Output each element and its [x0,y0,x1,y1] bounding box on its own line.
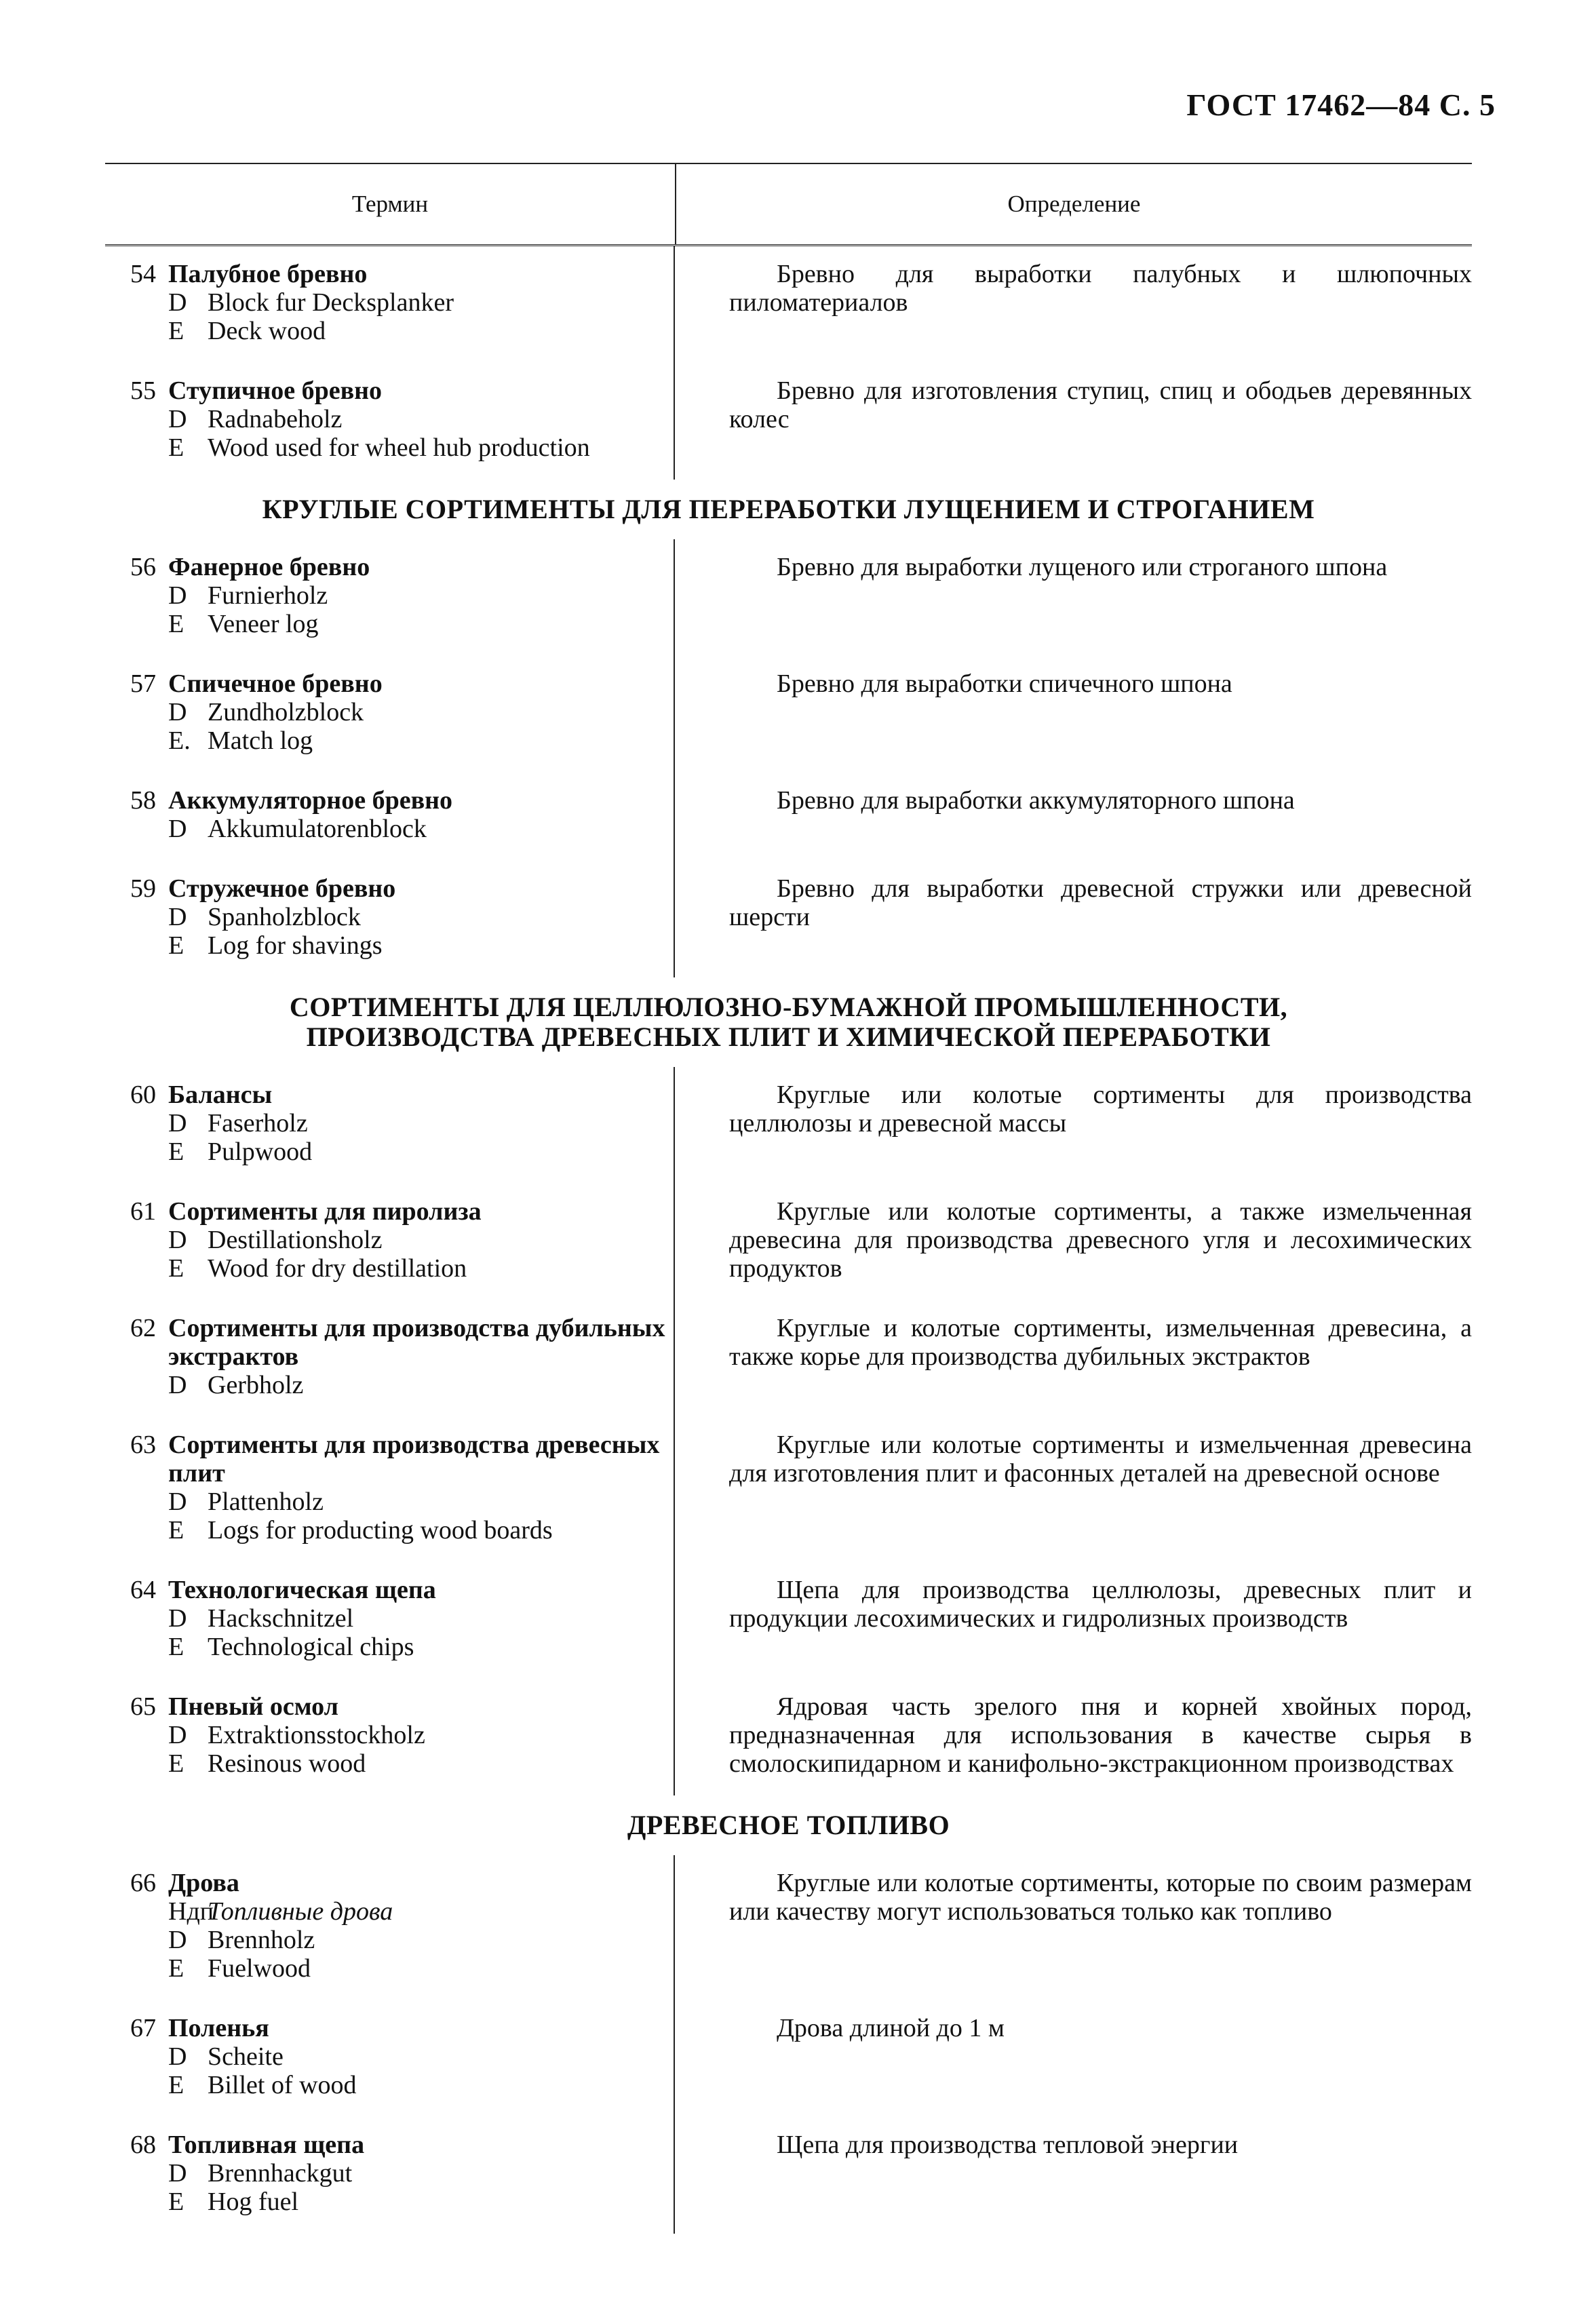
language-code: D [168,1721,187,1749]
definition-text: Щепа для производства целлюлозы, древесных плит и продукции лесохимических и гидролизных производств [729,1576,1472,1633]
term-line [105,1692,674,1721]
equivalent-text: Log for shavings [208,931,383,960]
term-number: 58 [130,786,156,815]
term-entry [105,1417,1472,1562]
term-cell [105,1679,675,1795]
equivalent-text: Veneer log [208,610,319,638]
term-equivalent [105,317,674,345]
term-line [105,1869,674,1897]
equivalent-text: Spanholzblock [208,903,361,931]
definition-text: Щепа для производства тепловой энергии [777,2131,1239,2159]
term-entry [105,1067,1472,1184]
equivalent-text: Brennhackgut [208,2159,353,2188]
definition-cell [675,1300,1472,1417]
language-code: D [168,405,187,433]
language-code: E [168,2188,184,2216]
language-code: E [168,1954,184,1983]
language-code: E [168,2071,184,2099]
language-code: E [168,1749,184,1778]
term-equivalent [105,1488,674,1516]
term-entry [105,656,1472,773]
definition-text: Круглые или колотые сортименты и измельченная древесина для изготовления плит и фасонных деталей на древесной основе [729,1431,1472,1488]
equivalent-text: Akkumulatorenblock [208,815,427,843]
definition-text: Бревно для выработки древесной стружки или древесной шерсти [729,874,1472,931]
section-heading: СОРТИМЕНТЫ ДЛЯ ЦЕЛЛЮЛОЗНО-БУМАЖНОЙ ПРОМЫШЛЕННОСТИ, ПРОИЗВОДСТВА ДРЕВЕСНЫХ ПЛИТ И ХИМИЧЕСКОЙ ПЕРЕРАБОТКИ [289,992,1288,1052]
term-line [105,260,674,288]
language-code: E [168,1254,184,1283]
term-equivalent [105,726,674,755]
definition-text: Круглые или колотые сортименты для производства целлюлозы и древесной массы [729,1081,1472,1138]
equivalent-text: Scheite [208,2042,284,2071]
term-equivalent [105,1926,674,1954]
term-cell [105,2000,675,2117]
definition-text: Бревно для выработки спичечного шпона [777,669,1232,698]
equivalent-text: Match log [208,726,313,755]
term-equivalent [105,433,674,462]
term-entry [105,246,1472,363]
term-line [105,2014,674,2042]
equivalent-text: Hog fuel [208,2188,299,2216]
term-equivalent [105,1954,674,1983]
term-cell [105,363,675,480]
equivalent-text: Extraktionsstockholz [208,1721,425,1749]
header-definition: Определение [1007,191,1141,217]
language-code: E [168,1633,184,1661]
term-line [105,1314,674,1371]
definition-cell [675,1417,1472,1562]
language-code: D [168,1371,187,1399]
language-code: D [168,2159,187,2188]
term-line [105,874,674,903]
term-number: 60 [130,1081,156,1109]
term-cell [105,1300,675,1417]
definition-text: Дрова длиной до 1 м [777,2014,1005,2042]
equivalent-text: Wood for dry destillation [208,1254,467,1283]
term-entry [105,1184,1472,1300]
term-cell [105,2117,675,2234]
equivalent-text: Block fur Decksplanker [208,288,454,317]
term-equivalent [105,1604,674,1633]
equivalent-text: Billet of wood [208,2071,357,2099]
definition-cell [675,1067,1472,1184]
term-name: Дрова [168,1869,239,1897]
term-name: Спичечное бревно [168,669,383,698]
term-name: Технологическая щепа [168,1576,436,1604]
term-cell [105,773,675,861]
definition-cell [675,1562,1472,1679]
definition-text: Бревно для выработки палубных и шлюпочных пиломатериалов [729,260,1472,317]
language-code: D [168,288,187,317]
term-entry [105,1679,1472,1795]
term-name: Пневый осмол [168,1692,338,1721]
term-equivalent [105,1721,674,1749]
term-equivalent [105,1109,674,1138]
language-code: D [168,1926,187,1954]
language-code: Ндп [168,1897,214,1926]
definition-cell [675,246,1472,363]
equivalent-text: Resinous wood [208,1749,366,1778]
term-line [105,1197,674,1226]
term-equivalent [105,2042,674,2071]
term-entry [105,539,1472,656]
term-name: Поленья [168,2014,269,2042]
term-number: 66 [130,1869,156,1897]
term-entry [105,2117,1472,2234]
term-entry [105,1300,1472,1417]
term-cell [105,1855,675,2000]
language-code: E. [168,726,191,755]
equivalent-text: Radnabeholz [208,405,343,433]
term-equivalent [105,1516,674,1545]
definition-text: Круглые или колотые сортименты, а также измельченная древесина для производства древесного угля и лесохимических продуктов [729,1197,1472,1283]
equivalent-text: Pulpwood [208,1138,313,1166]
term-equivalent [105,1226,674,1254]
term-number: 56 [130,553,156,581]
term-name: Палубное бревно [168,260,368,288]
term-equivalent [105,1897,674,1926]
language-code: E [168,610,184,638]
term-equivalent [105,405,674,433]
term-cell [105,1562,675,1679]
term-number: 59 [130,874,156,903]
term-equivalent [105,1633,674,1661]
term-name: Балансы [168,1081,273,1109]
language-code: E [168,931,184,960]
definition-text: Бревно для изготовления ступиц, спиц и ободьев деревянных колес [729,376,1472,433]
definition-cell [675,539,1472,656]
definition-text: Ядровая часть зрелого пня и корней хвойных пород, предназначенная для использования в качестве сырья в смолоскипидарном и канифольно-экстракционном производствах [729,1692,1472,1778]
term-name: Стружечное бревно [168,874,396,903]
term-cell [105,246,675,363]
term-number: 64 [130,1576,156,1604]
term-entry [105,861,1472,977]
term-cell [105,861,675,977]
definition-text: Бревно для выработки лущеного или строганого шпона [777,553,1388,581]
term-equivalent [105,698,674,726]
term-equivalent [105,815,674,843]
definition-cell [675,773,1472,861]
language-code: D [168,2042,187,2071]
term-line [105,1431,674,1488]
term-cell [105,539,675,656]
language-code: D [168,698,187,726]
term-cell [105,1067,675,1184]
terms-table [105,163,1472,2234]
term-cell [105,1417,675,1562]
definition-cell [675,2000,1472,2117]
definition-cell [675,2117,1472,2234]
term-equivalent [105,2188,674,2216]
language-code: D [168,1109,187,1138]
definition-cell [675,1184,1472,1300]
term-number: 54 [130,260,156,288]
term-equivalent [105,1371,674,1399]
language-code: D [168,815,187,843]
term-line [105,786,674,815]
equivalent-text: Hackschnitzel [208,1604,354,1633]
definition-cell [675,1679,1472,1795]
term-name: Сортименты для пиролиза [168,1197,482,1226]
term-name: Сортименты для производства дубильных экстрактов [168,1314,665,1371]
language-code: E [168,317,184,345]
term-name: Аккумуляторное бревно [168,786,452,815]
equivalent-text: Technological chips [208,1633,414,1661]
term-number: 67 [130,2014,156,2042]
term-name: Топливная щепа [168,2131,365,2159]
equivalent-text: Furnierholz [208,581,328,610]
language-code: D [168,581,187,610]
term-equivalent [105,1749,674,1778]
equivalent-text: Logs for producting wood boards [208,1516,553,1545]
language-code: E [168,1138,184,1166]
term-equivalent [105,931,674,960]
term-cell [105,656,675,773]
term-equivalent [105,610,674,638]
term-equivalent [105,2159,674,2188]
term-line [105,1081,674,1109]
equivalent-text: Топливные дрова [208,1897,393,1926]
term-number: 62 [130,1314,156,1342]
term-entry [105,363,1472,480]
term-number: 68 [130,2131,156,2159]
term-equivalent [105,903,674,931]
equivalent-text: Deck wood [208,317,326,345]
term-name: Фанерное бревно [168,553,370,581]
term-line [105,1576,674,1604]
term-entry [105,2000,1472,2117]
term-entry [105,1562,1472,1679]
language-code: D [168,1226,187,1254]
language-code: D [168,903,187,931]
term-line [105,553,674,581]
header-term: Термин [105,164,676,244]
term-line [105,2131,674,2159]
term-number: 65 [130,1692,156,1721]
term-entry [105,1855,1472,2000]
table-body [105,246,1472,2234]
definition-text: Бревно для выработки аккумуляторного шпона [777,786,1295,815]
definition-cell [675,363,1472,480]
term-line [105,669,674,698]
term-equivalent [105,288,674,317]
equivalent-text: Brennholz [208,1926,315,1954]
equivalent-text: Destillationsholz [208,1226,383,1254]
term-equivalent [105,1254,674,1283]
equivalent-text: Gerbholz [208,1371,304,1399]
term-equivalent [105,581,674,610]
equivalent-text: Zundholzblock [208,698,364,726]
term-equivalent [105,2071,674,2099]
equivalent-text: Wood used for wheel hub production [208,433,590,462]
language-code: D [168,1488,187,1516]
equivalent-text: Plattenholz [208,1488,324,1516]
equivalent-text: Faserholz [208,1109,308,1138]
section-heading: ДРЕВЕСНОЕ ТОПЛИВО [627,1810,950,1840]
term-cell [105,1184,675,1300]
term-name: Сортименты для производства древесных плит [168,1431,660,1488]
definition-cell [675,1855,1472,2000]
definition-cell [675,656,1472,773]
definition-text: Круглые или колотые сортименты, которые по своим размерам или качеству могут использоваться только как топливо [729,1869,1472,1926]
term-equivalent [105,1138,674,1166]
table-header [105,163,1472,246]
term-number: 55 [130,376,156,405]
term-entry [105,773,1472,861]
language-code: E [168,433,184,462]
page-header: ГОСТ 17462—84 С. 5 [1186,88,1496,122]
term-name: Ступичное бревно [168,376,383,405]
definition-cell [675,861,1472,977]
term-number: 57 [130,669,156,698]
definition-text: Круглые и колотые сортименты, измельченная древесина, а также корье для производства дубильных экстрактов [729,1314,1472,1371]
language-code: E [168,1516,184,1545]
term-line [105,376,674,405]
term-number: 63 [130,1431,156,1459]
equivalent-text: Fuelwood [208,1954,311,1983]
term-number: 61 [130,1197,156,1226]
section-heading: КРУГЛЫЕ СОРТИМЕНТЫ ДЛЯ ПЕРЕРАБОТКИ ЛУЩЕНИЕМ И СТРОГАНИЕМ [262,494,1315,524]
language-code: D [168,1604,187,1633]
